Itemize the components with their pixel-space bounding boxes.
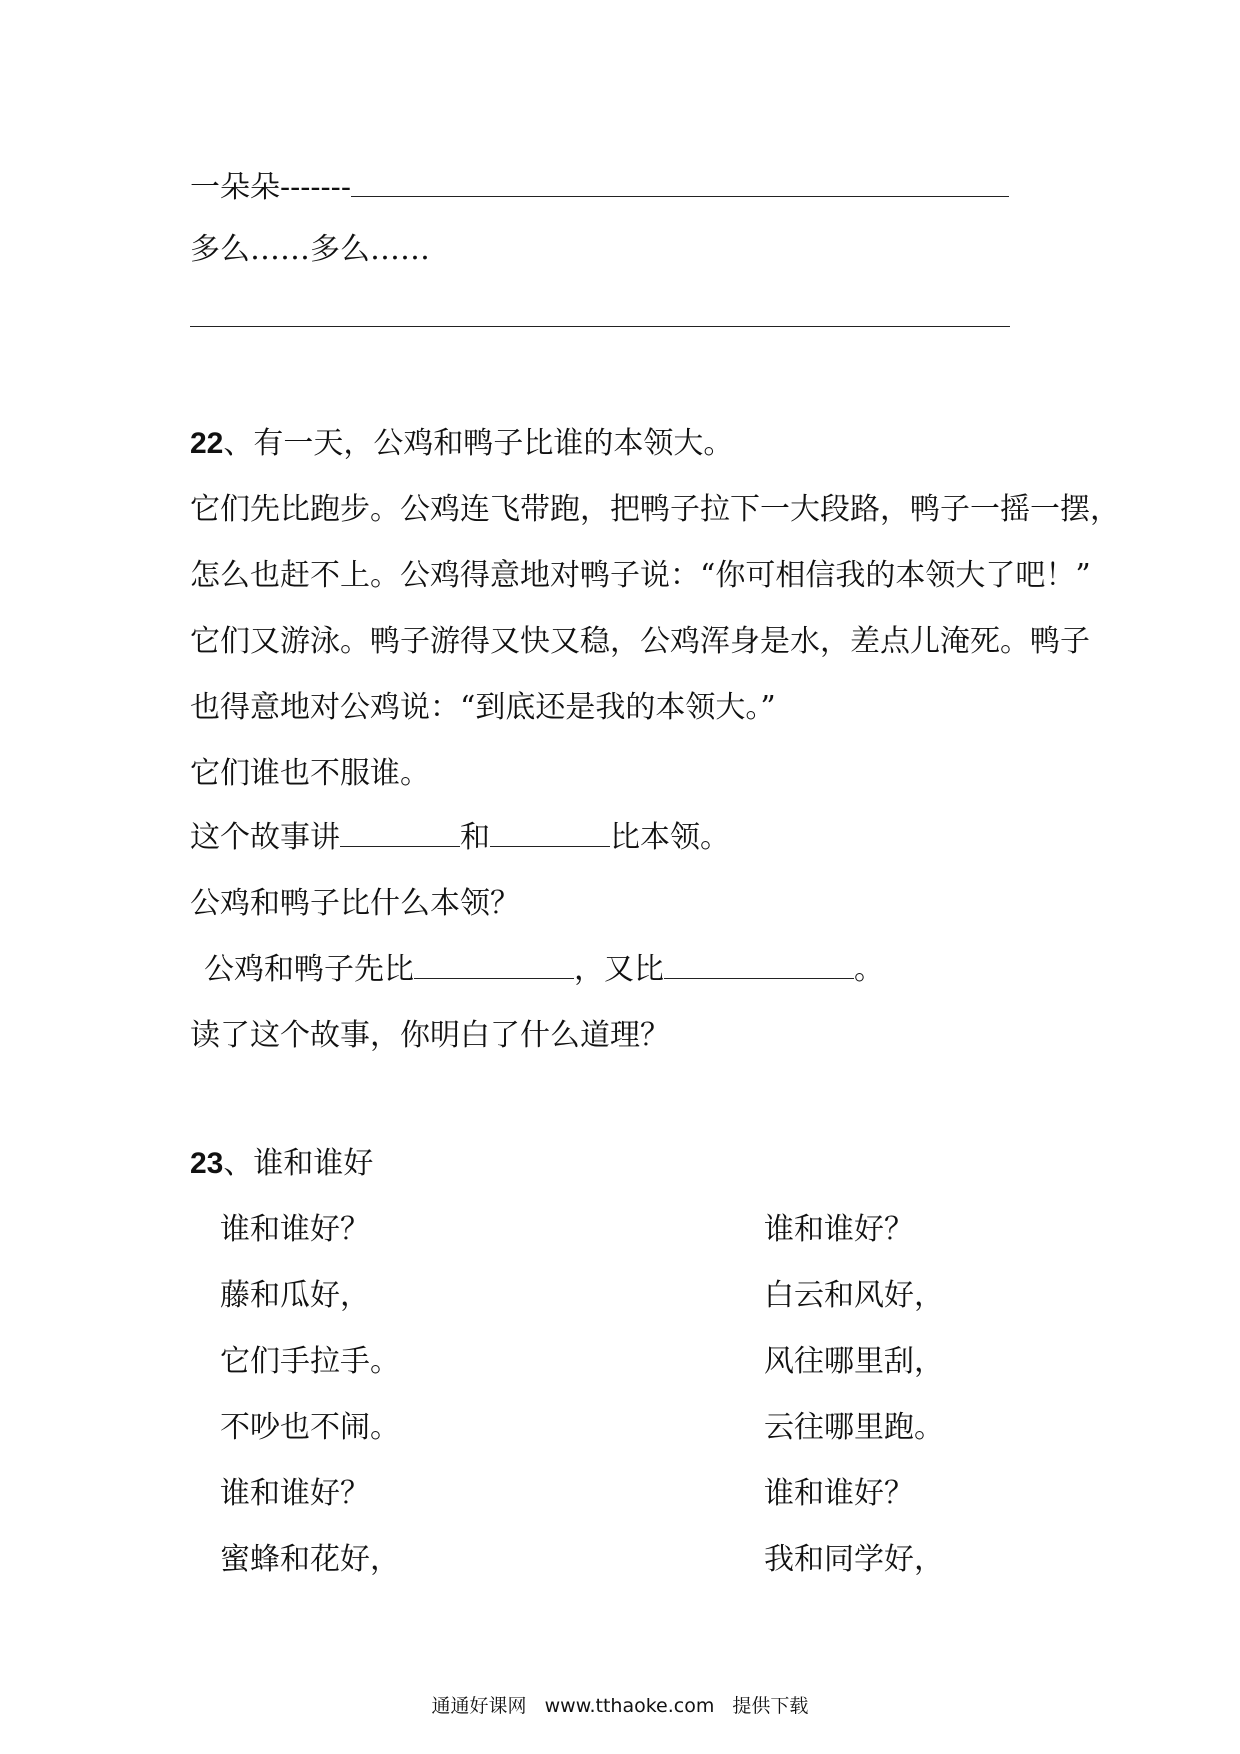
q22-fill-2-before: 公鸡和鸭子先比 bbox=[204, 952, 414, 987]
footer-url[interactable]: www.tthaoke.com bbox=[544, 1695, 715, 1717]
q22-number: 22 bbox=[190, 427, 224, 460]
poem-line: 我和同学好， bbox=[764, 1542, 944, 1577]
poem-line: 谁和谁好？ bbox=[764, 1212, 914, 1247]
fill-line-1-prefix: 一朵朵------- bbox=[190, 170, 351, 205]
q22-fill-1-before: 这个故事讲 bbox=[190, 820, 340, 855]
q23-title bbox=[190, 1144, 373, 1184]
poem-line: 风往哪里刮， bbox=[764, 1344, 944, 1379]
q22-fill-1-after: 比本领。 bbox=[610, 820, 730, 855]
answer-blank[interactable] bbox=[351, 170, 1009, 197]
footer-site-name: 通通好课网 bbox=[431, 1695, 527, 1717]
q22-paragraph-line: 怎么也赶不上。公鸡得意地对鸭子说：“你可相信我的本领大了吧！” bbox=[190, 558, 1091, 593]
q23-number: 23 bbox=[190, 1147, 224, 1180]
answer-blank[interactable] bbox=[414, 952, 574, 979]
q22-title bbox=[190, 424, 733, 464]
q23-title-text: 、谁和谁好 bbox=[223, 1146, 374, 1181]
q22-fill-1-middle: 和 bbox=[460, 820, 490, 855]
q22-paragraph-line: 它们先比跑步。公鸡连飞带跑，把鸭子拉下一大段路，鸭子一摇一摆， bbox=[190, 492, 1120, 527]
q22-question-3: 读了这个故事，你明白了什么道理？ bbox=[190, 1018, 670, 1053]
poem-line: 谁和谁好？ bbox=[764, 1476, 914, 1511]
q22-paragraph-line: 它们又游泳。鸭子游得又快又稳，公鸡浑身是水，差点儿淹死。鸭子 bbox=[190, 624, 1090, 659]
poem-line: 白云和风好， bbox=[764, 1278, 944, 1313]
q22-fill-2-middle: ，又比 bbox=[574, 952, 664, 987]
poem-line: 藤和瓜好， bbox=[220, 1278, 370, 1313]
poem-line: 谁和谁好？ bbox=[220, 1212, 370, 1247]
answer-blank[interactable] bbox=[190, 326, 1010, 327]
answer-blank[interactable] bbox=[490, 820, 610, 847]
q22-paragraph-line: 它们谁也不服谁。 bbox=[190, 756, 430, 791]
page-footer bbox=[0, 1692, 1240, 1720]
fill-line-2: 多么……多么…… bbox=[190, 232, 430, 267]
fill-line-1 bbox=[190, 168, 1009, 208]
answer-blank[interactable] bbox=[664, 952, 854, 979]
footer-suffix: 提供下载 bbox=[732, 1695, 809, 1717]
q22-title-text: 、有一天，公鸡和鸭子比谁的本领大。 bbox=[223, 426, 734, 461]
poem-line: 它们手拉手。 bbox=[220, 1344, 400, 1379]
poem-line: 蜜蜂和花好， bbox=[220, 1542, 400, 1577]
poem-line: 云往哪里跑。 bbox=[764, 1410, 944, 1445]
poem-line: 谁和谁好？ bbox=[220, 1476, 370, 1511]
q22-fill-2 bbox=[204, 950, 884, 990]
q22-paragraph-line: 也得意地对公鸡说：“到底还是我的本领大。” bbox=[190, 690, 776, 725]
q22-fill-1 bbox=[190, 818, 730, 858]
answer-blank[interactable] bbox=[340, 820, 460, 847]
q22-question-2: 公鸡和鸭子比什么本领？ bbox=[190, 886, 520, 921]
q22-fill-2-after: 。 bbox=[854, 952, 884, 987]
poem-line: 不吵也不闹。 bbox=[220, 1410, 400, 1445]
